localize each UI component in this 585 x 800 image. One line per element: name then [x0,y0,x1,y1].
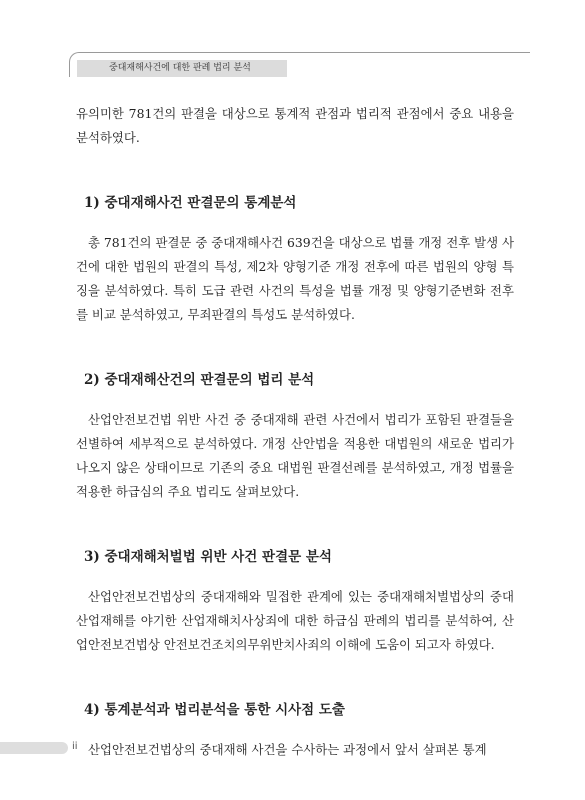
section-3-heading: 3) 중대재해처벌법 위반 사건 판결문 분석 [84,549,332,565]
section-4-paragraph: 산업안전보건법상의 중대재해 사건을 수사하는 과정에서 앞서 살펴본 통계 [88,742,487,757]
section-2-heading: 2) 중대재해산건의 판결문의 법리 분석 [84,372,315,388]
section-4-heading: 4) 통계분석과 법리분석을 통한 시사점 도출 [84,702,345,718]
page-number: ii [72,741,78,752]
section-1-heading: 1) 중대재해사건 판결문의 통계분석 [84,195,297,211]
page-tab-decoration [0,742,68,754]
page-content [76,102,514,762]
section-1-paragraph: 총 781건의 판결문 중 중대재해사건 639건을 대상으로 법률 개정 전후 발생 사건에 대한 법원의 판결의 특성, 제2차 양형기준 개정 전후에 따른 법원의 양형 특징을 분석하였다. 특히 도급 관련 사건의 특성을 법률 개정 및 양형기준변화 전후를 비교 분석하였고, 무죄판결의 특성도 분석하였다. [76,235,514,322]
section-2-paragraph: 산업안전보건법 위반 사건 중 중대재해 관련 사건에서 법리가 포함된 판결들을 선별하여 세부적으로 분석하였다. 개정 산안법을 적용한 대법원의 새로운 법리가 나오지 않은 상태이므로 기존의 중요 대법원 판결선례를 분석하였고, 개정 법률을 적용한 하급심의 주요 법리도 살펴보았다. [76,412,514,499]
section-3-paragraph: 산업안전보건법상의 중대재해와 밀접한 관계에 있는 중대재해처벌법상의 중대산업재해를 야기한 산업재해치사상죄에 대한 하급심 판례의 법리를 분석하여, 산업안전보건법상 안전보건조치의무위반치사죄의 이해에 도움이 되고자 하였다. [76,589,514,652]
running-header: 중대재해사건에 대한 판례 법리 분석 [77,60,287,77]
intro-paragraph: 유의미한 781건의 판결을 대상으로 통계적 관점과 법리적 관점에서 중요 내용을 분석하였다. [76,106,514,145]
